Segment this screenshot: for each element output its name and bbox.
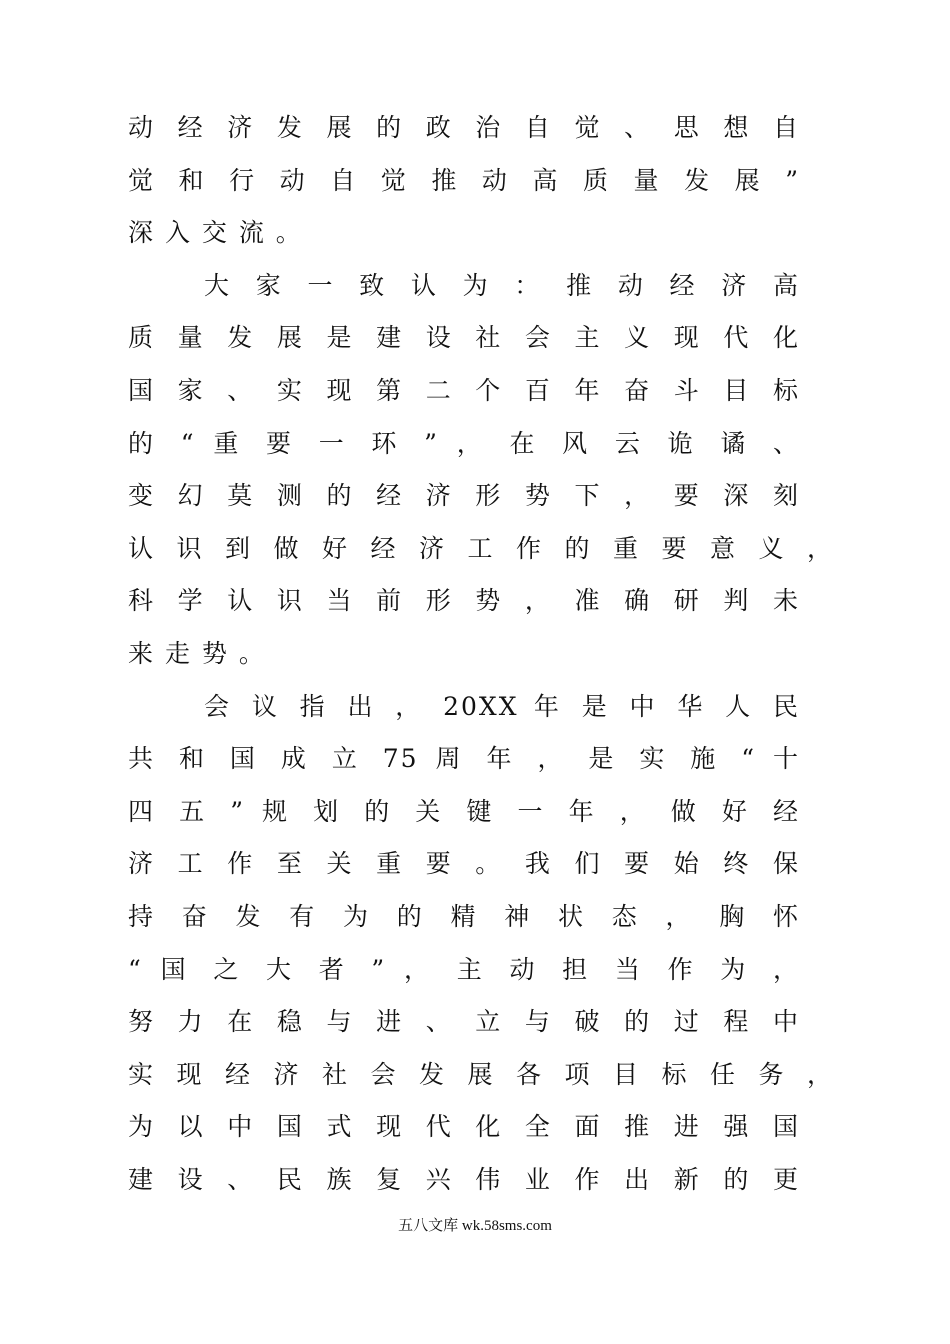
text-line: 动 经 济 发 展 的 政 治 自 觉 、 思 想 自 <box>128 113 800 142</box>
text-line: 共 和 国 成 立 75 周 年 ， 是 实 施 “ 十 <box>128 744 800 774</box>
footer-watermark: 五八文库 wk.58sms.com <box>398 1218 552 1234</box>
text-line: 实 现 经 济 社 会 发 展 各 项 目 标 任 务 ， <box>128 1059 834 1089</box>
text-line: 建 设 、 民 族 复 兴 伟 业 作 出 新 的 更 <box>128 1164 800 1194</box>
text-line: 深 入 交 流 。 <box>128 218 303 248</box>
text-line: 来 走 势 。 <box>128 638 266 668</box>
text-line: 科 学 认 识 当 前 形 势 ， 准 确 研 判 未 <box>128 586 800 616</box>
text-line: 认 识 到 做 好 经 济 工 作 的 重 要 意 义 ， <box>128 533 834 563</box>
body-text <box>128 102 848 1206</box>
text-line: 济 工 作 至 关 重 要 。 我 们 要 始 终 保 <box>128 849 800 879</box>
text-line: 变 幻 莫 测 的 经 济 形 势 下 ， 要 深 刻 <box>128 481 800 511</box>
text-line: 四 五 ” 规 划 的 关 键 一 年 ， 做 好 经 <box>128 796 800 826</box>
text-line: 为 以 中 国 式 现 代 化 全 面 推 进 强 国 <box>128 1112 800 1142</box>
paragraph-first-line: 大 家 一 致 认 为 ： 推 动 经 济 高 <box>204 270 800 300</box>
text-line: 觉 和 行 动 自 觉 推 动 高 质 量 发 展 ” <box>128 165 800 195</box>
text-line: 持 奋 发 有 为 的 精 神 状 态 ， 胸 怀 <box>128 901 800 931</box>
text-line: 质 量 发 展 是 建 设 社 会 主 义 现 代 化 <box>128 323 800 353</box>
text-line: 国 家 、 实 现 第 二 个 百 年 奋 斗 目 标 <box>128 375 800 405</box>
text-line: 努 力 在 稳 与 进 、 立 与 破 的 过 程 中 <box>128 1007 800 1037</box>
text-line: 的 “ 重 要 一 环 ” ， 在 风 云 诡 谲 、 <box>128 428 800 458</box>
text-line: “ 国 之 大 者 ” ， 主 动 担 当 作 为 ， <box>128 954 800 984</box>
paragraph-first-line: 会 议 指 出 ， 20XX 年 是 中 华 人 民 <box>204 691 800 721</box>
